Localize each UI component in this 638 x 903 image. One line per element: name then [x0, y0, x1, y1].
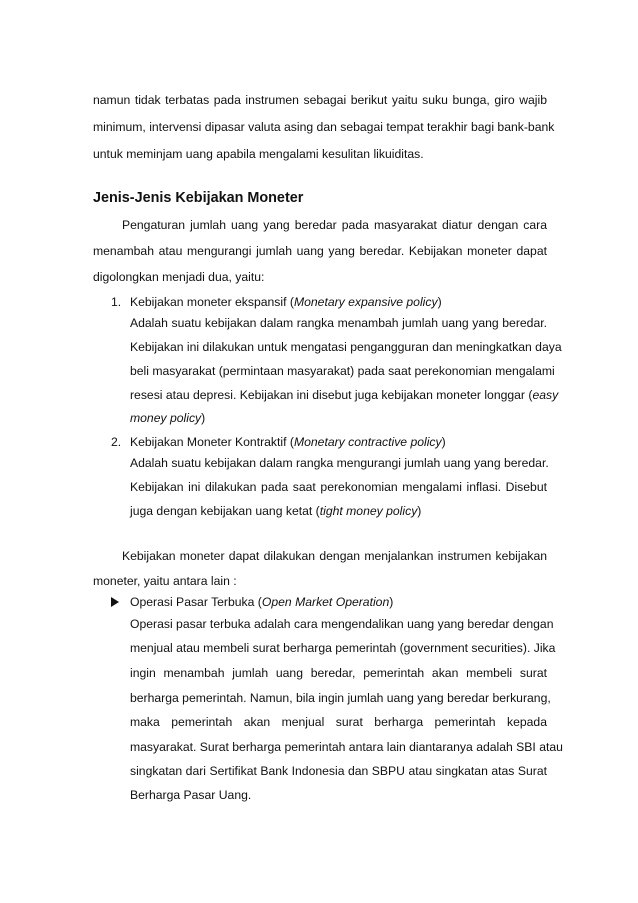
section-para-line-1: Pengaturan jumlah uang yang beredar pada masyarakat diatur dengan cara: [122, 218, 547, 232]
bullet-line-5: maka pemerintah akan menjual surat berharga pemerintah kepada: [130, 715, 547, 729]
list-item-2-line-3: juga dengan kebijakan uang ketat (tight money policy): [130, 504, 422, 518]
bullet-line-6: masyarakat. Surat berharga pemerintah antara lain diantaranya adalah SBI atau: [130, 740, 563, 754]
bullet-line-3: ingin menambah jumlah uang beredar, pemerintah akan membeli surat: [130, 666, 547, 680]
bullet-line-2: menjual atau membeli surat berharga pemerintah (government securities). Jika: [130, 641, 556, 655]
list-item-1-line-5: money policy): [130, 411, 206, 425]
bullet-term: Open Market Operation: [261, 595, 390, 609]
list-item-1-term-b: money policy: [130, 411, 202, 425]
intro-line-1: namun tidak terbatas pada instrumen sebagai berikut yaitu suku bunga, giro wajib: [93, 93, 547, 107]
bullet-line-4: berharga pemerintah. Namun, bila ingin jumlah uang yang beredar berkurang,: [130, 691, 551, 705]
bullet-line-8: Berharga Pasar Uang.: [130, 788, 252, 802]
list-item-1-line-4: [130, 387, 559, 403]
list-item-2-term: Monetary contractive policy: [293, 435, 442, 449]
intro-line-2: minimum, intervensi dipasar valuta asing dan sebagai tempat terakhir bagi bank-bank: [93, 120, 555, 134]
intro-line-3: untuk meminjam uang apabila mengalami kesulitan likuiditas.: [93, 147, 424, 161]
bullet-title: Operasi Pasar Terbuka (Open Market Operation): [130, 595, 394, 609]
list-item-1-title: Kebijakan moneter ekspansif (Monetary expansive policy): [130, 295, 442, 309]
section-para-line-3: digolongkan menjadi dua, yaitu:: [93, 270, 265, 284]
bullet-line-7: singkatan dari Sertifikat Bank Indonesia dan SBPU atau singkatan atas Surat: [130, 764, 547, 778]
bullet-title-text: Operasi Pasar Terbuka: [130, 595, 255, 609]
list-item-2-title: Kebijakan Moneter Kontraktif (Monetary contractive policy): [130, 435, 446, 449]
para2-line-2: moneter, yaitu antara lain :: [93, 574, 237, 588]
list-item-1-line-2: Kebijakan ini dilakukan untuk mengatasi pengangguran dan meningkatkan daya: [130, 340, 562, 354]
list-item-2-line-1: Adalah suatu kebijakan dalam rangka mengurangi jumlah uang yang beredar.: [130, 456, 549, 470]
list-item-1-term-a: easy: [532, 388, 559, 402]
list-item-1-line-3: beli masyarakat (permintaan masyarakat) pada saat perekonomian mengalami: [130, 364, 555, 378]
list-marker-2: 2.: [111, 435, 122, 449]
section-title: Jenis-Jenis Kebijakan Moneter: [93, 190, 304, 206]
list-item-2-line-3-text: juga dengan kebijakan uang ketat (: [130, 504, 320, 518]
list-item-2-title-text: Kebijakan Moneter Kontraktif: [130, 435, 287, 449]
list-item-1-line-4-text: resesi atau depresi. Kebijakan ini disebut juga kebijakan moneter longgar (: [130, 388, 533, 402]
list-marker-1: 1.: [111, 295, 122, 309]
list-item-1-line-1: Adalah suatu kebijakan dalam rangka menambah jumlah uang yang beredar.: [130, 316, 547, 330]
para2-line-1: Kebijakan moneter dapat dilakukan dengan menjalankan instrumen kebijakan: [122, 549, 547, 563]
arrow-bullet-icon: [111, 597, 119, 607]
list-item-2-term-b: tight money policy: [319, 504, 418, 518]
list-item-2-line-2: Kebijakan ini dilakukan pada saat perekonomian mengalami inflasi. Disebut: [130, 480, 547, 494]
list-item-1-term: Monetary expansive policy: [293, 295, 438, 309]
section-para-line-2: menambah atau mengurangi jumlah uang yang beredar. Kebijakan moneter dapat: [93, 244, 547, 258]
list-item-1-title-text: Kebijakan moneter ekspansif: [130, 295, 287, 309]
bullet-line-1: Operasi pasar terbuka adalah cara mengendalikan uang yang beredar dengan: [130, 617, 554, 631]
